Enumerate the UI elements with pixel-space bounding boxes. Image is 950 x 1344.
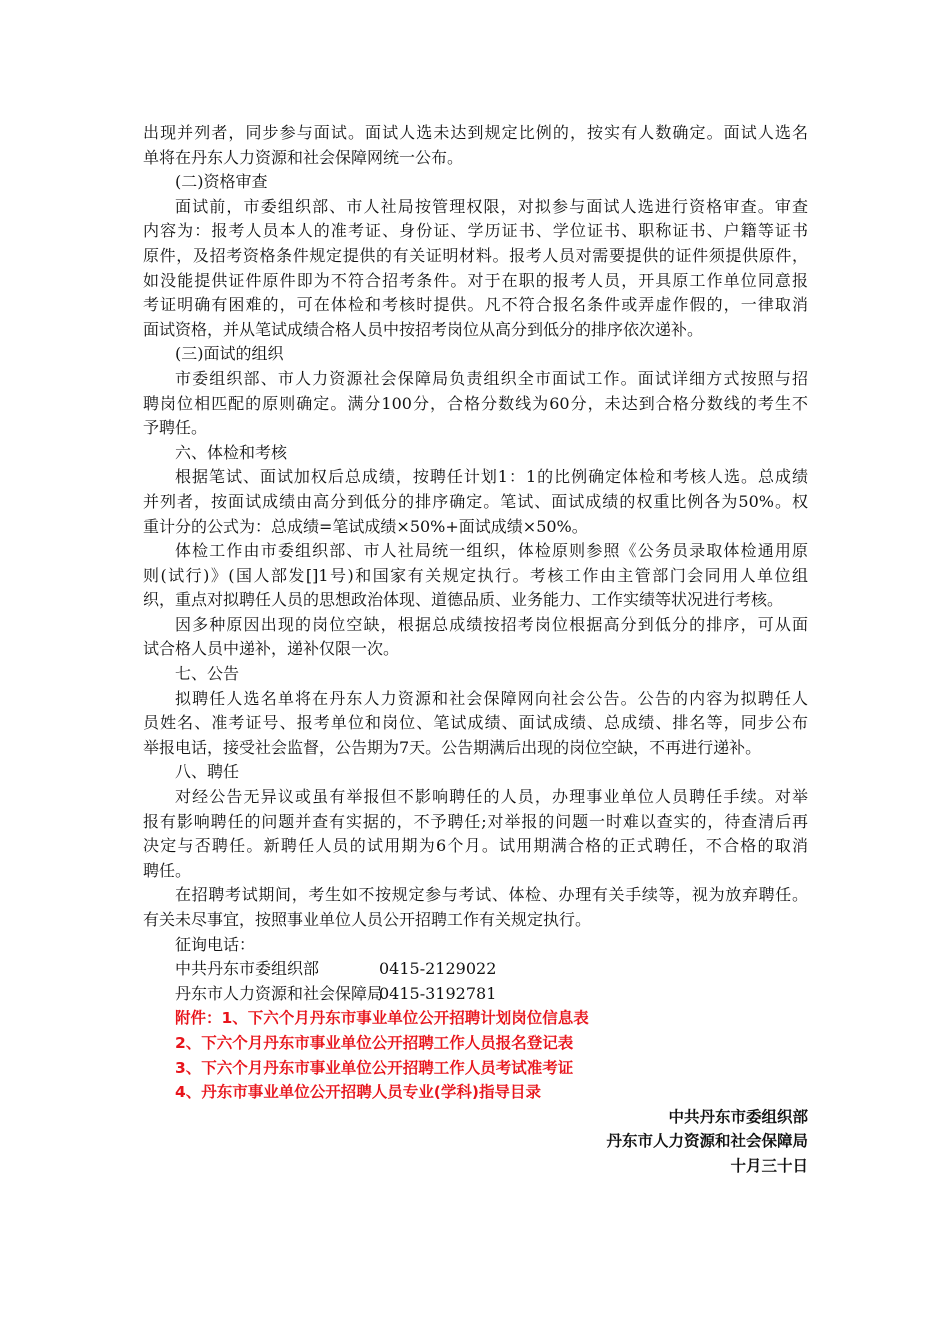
body-line: 对经公告无异议或虽有举报但不影响聘任的人员，办理事业单位人员聘任手续。对举	[175, 787, 808, 807]
body-line: 根据笔试、面试加权后总成绩，按聘任计划1：1的比例确定体检和考核人选。总成绩	[175, 467, 808, 487]
body-line: 举报电话，接受社会监督，公告期为7天。公告期满后出现的岗位空缺，不再进行递补。	[143, 737, 762, 757]
section-heading-appointment: 八、聘任	[175, 762, 240, 782]
body-line: 织，重点对拟聘任人员的思想政治体现、道德品质、业务能力、工作实绩等状况进行考核。	[143, 590, 784, 610]
body-line: 因多种原因出现的岗位空缺，根据总成绩按招考岗位根据高分到低分的排序，可从面	[175, 614, 808, 634]
body-line: 考证明确有困难的，可在体检和考核时提供。凡不符合报名条件或弄虚作假的，一律取消	[143, 295, 808, 315]
body-line: 如没能提供证件原件即为不符合招考条件。对于在职的报考人员，开具原工作单位同意报	[143, 270, 808, 290]
body-line: 在招聘考试期间，考生如不按规定参与考试、体检、办理有关手续等，视为放弃聘任。	[175, 885, 808, 905]
contact-row	[143, 982, 808, 1007]
section-heading-exam: 六、体检和考核	[175, 442, 288, 462]
body-line: 聘岗位相匹配的原则确定。满分100分，合格分数线为60分，未达到合格分数线的考生不	[143, 393, 808, 413]
body-line: 出现并列者，同步参与面试。面试人选未达到规定比例的，按实有人数确定。面试人选名	[143, 123, 808, 142]
body-line: 聘任。	[143, 860, 192, 880]
attachment-item: 4、丹东市事业单位公开招聘人员专业(学科)指导目录	[175, 1083, 541, 1102]
contact-label: 征询电话：	[175, 934, 256, 954]
attachment-item: 2、下六个月丹东市事业单位公开招聘工作人员报名登记表	[175, 1033, 574, 1052]
body-line: 内容为：报考人员本人的准考证、身份证、学历证书、学位证书、职称证书、户籍等证书	[143, 221, 808, 241]
body-line: 试合格人员中递补，递补仅限一次。	[143, 639, 400, 659]
document-body	[143, 121, 808, 1179]
body-line: 拟聘任人选名单将在丹东人力资源和社会保障网向社会公告。公告的内容为拟聘任人	[175, 688, 808, 708]
contact-row	[143, 957, 808, 982]
contact-org: 中共丹东市委组织部	[175, 959, 320, 979]
attachment-item: 附件：1、下六个月丹东市事业单位公开招聘计划岗位信息表	[175, 1009, 589, 1028]
contact-phone: 0415-2129022	[379, 959, 497, 979]
section-heading-announcement: 七、公告	[175, 664, 240, 684]
body-line: 有关未尽事宜，按照事业单位人员公开招聘工作有关规定执行。	[143, 910, 592, 929]
body-line: 原件，及招考资格条件规定提供的有关证明材料。报考人员对需要提供的证件须提供原件，	[143, 245, 808, 265]
section-heading-qualification: (二)资格审查	[175, 172, 268, 192]
signature-date: 十月三十日	[730, 1156, 808, 1175]
body-line: 报有影响聘任的问题并查有实据的，不予聘任;对举报的问题一时难以查实的，待查清后再	[143, 811, 808, 831]
body-line: 予聘任。	[143, 418, 208, 438]
body-line: 体检工作由市委组织部、市人社局统一组织，体检原则参照《公务员录取体检通用原	[175, 541, 808, 561]
body-line: 单将在丹东人力资源和社会保障网统一公布。	[143, 147, 464, 167]
body-line: 员姓名、准考证号、报考单位和岗位、笔试成绩、面试成绩、总成绩、排名等，同步公布	[143, 713, 808, 733]
signature-org: 中共丹东市委组织部	[668, 1107, 808, 1126]
body-line: 重计分的公式为：总成绩=笔试成绩×50%+面试成绩×50%。	[143, 516, 588, 536]
body-line: 则(试行)》(国人部发[]1号)和国家有关规定执行。考核工作由主管部门会同用人单位组	[143, 565, 808, 585]
body-line: 面试资格，并从笔试成绩合格人员中按招考岗位从高分到低分的排序依次递补。	[143, 319, 704, 339]
signature-org: 丹东市人力资源和社会保障局	[606, 1132, 808, 1151]
body-line: 面试前，市委组织部、市人社局按管理权限，对拟参与面试人选进行资格审查。审查	[175, 196, 808, 216]
contact-org: 丹东市人力资源和社会保障局	[175, 983, 384, 1003]
body-line: 决定与否聘任。新聘任人员的试用期为6个月。试用期满合格的正式聘任，不合格的取消	[143, 836, 808, 856]
body-line: 并列者，按面试成绩由高分到低分的排序确定。笔试、面试成绩的权重比例各为50%。权	[143, 491, 808, 511]
attachment-item: 3、下六个月丹东市事业单位公开招聘工作人员考试准考证	[175, 1058, 574, 1077]
body-line: 市委组织部、市人力资源社会保障局负责组织全市面试工作。面试详细方式按照与招	[175, 368, 808, 388]
section-heading-interview: (三)面试的组织	[175, 344, 284, 364]
contact-phone: 0415-3192781	[379, 983, 497, 1003]
